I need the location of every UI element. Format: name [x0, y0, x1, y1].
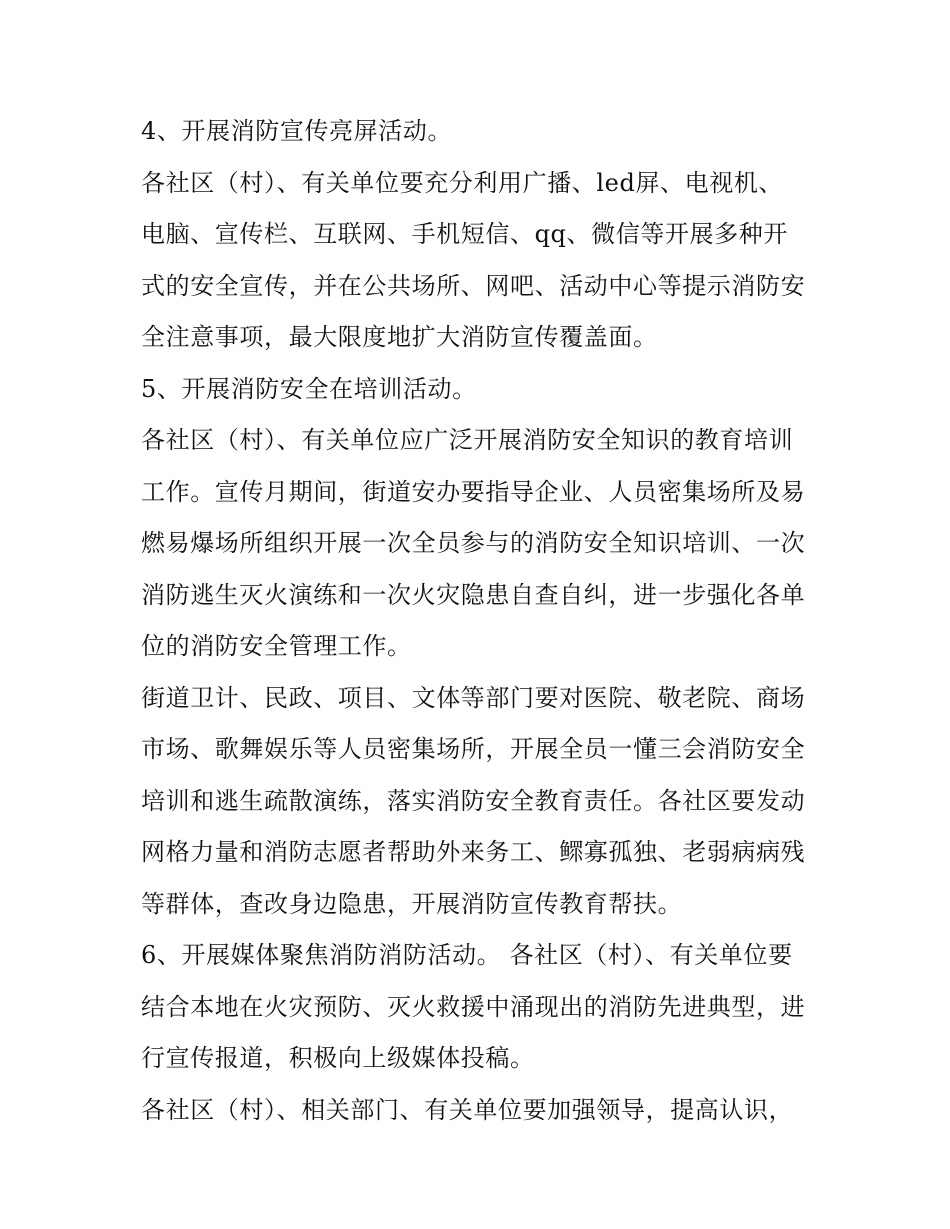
- text-line: 工作。宣传月期间，街道安办要指导企业、人员密集场所及易: [141, 477, 806, 506]
- text-line: 全注意事项，最大限度地扩大消防宣传覆盖面。: [141, 323, 658, 351]
- text-line: 网格力量和消防志愿者帮助外来务工、鳏寡孤独、老弱病病残: [141, 838, 806, 866]
- text-line: 电脑、宣传栏、互联网、手机短信、qq、微信等开展多种开: [141, 220, 788, 248]
- text-line: 各社区（村）、有关单位应广泛开展消防安全知识的教育培训: [141, 426, 794, 454]
- text-line: 市场、歌舞娱乐等人员密集场所，开展全员一懂三会消防安全: [141, 735, 806, 763]
- text-line: 结合本地在火灾预防、灭火救援中涌现出的消防先进典型，进: [141, 992, 806, 1021]
- text-line-item-6-heading: 6、开展媒体聚焦消防消防活动。 各社区（村）、有关单位要: [141, 941, 793, 969]
- text-line: 街道卫计、民政、项目、文体等部门要对医院、敬老院、商场: [141, 683, 806, 712]
- text-line-item-5-heading: 5、开展消防安全在培训活动。: [141, 374, 477, 403]
- text-line: 各社区（村）、有关单位要充分利用广播、led屏、电视机、: [141, 168, 784, 197]
- document-body: [141, 106, 821, 1136]
- text-line: 行宣传报道，积极向上级媒体投稿。: [141, 1044, 535, 1072]
- text-line: 培训和逃生疏散演练，落实消防安全教育责任。各社区要发动: [141, 786, 806, 815]
- text-line: 燃易爆场所组织开展一次全员参与的消防安全知识培训、一次: [141, 529, 806, 557]
- text-line: 消防逃生灭火演练和一次火灾隐患自查自纠，进一步强化各单: [141, 580, 806, 609]
- text-line: 各社区（村）、相关部门、有关单位要加强领导，提高认识，: [141, 1095, 794, 1124]
- text-line: 式的安全宣传，并在公共场所、网吧、活动中心等提示消防安: [141, 271, 806, 300]
- text-line: 等群体，查改身边隐患，开展消防宣传教育帮扶。: [141, 889, 683, 918]
- text-line-item-4-heading: 4、开展消防宣传亮屏活动。: [141, 117, 453, 145]
- text-line: 位的消防安全管理工作。: [141, 632, 412, 660]
